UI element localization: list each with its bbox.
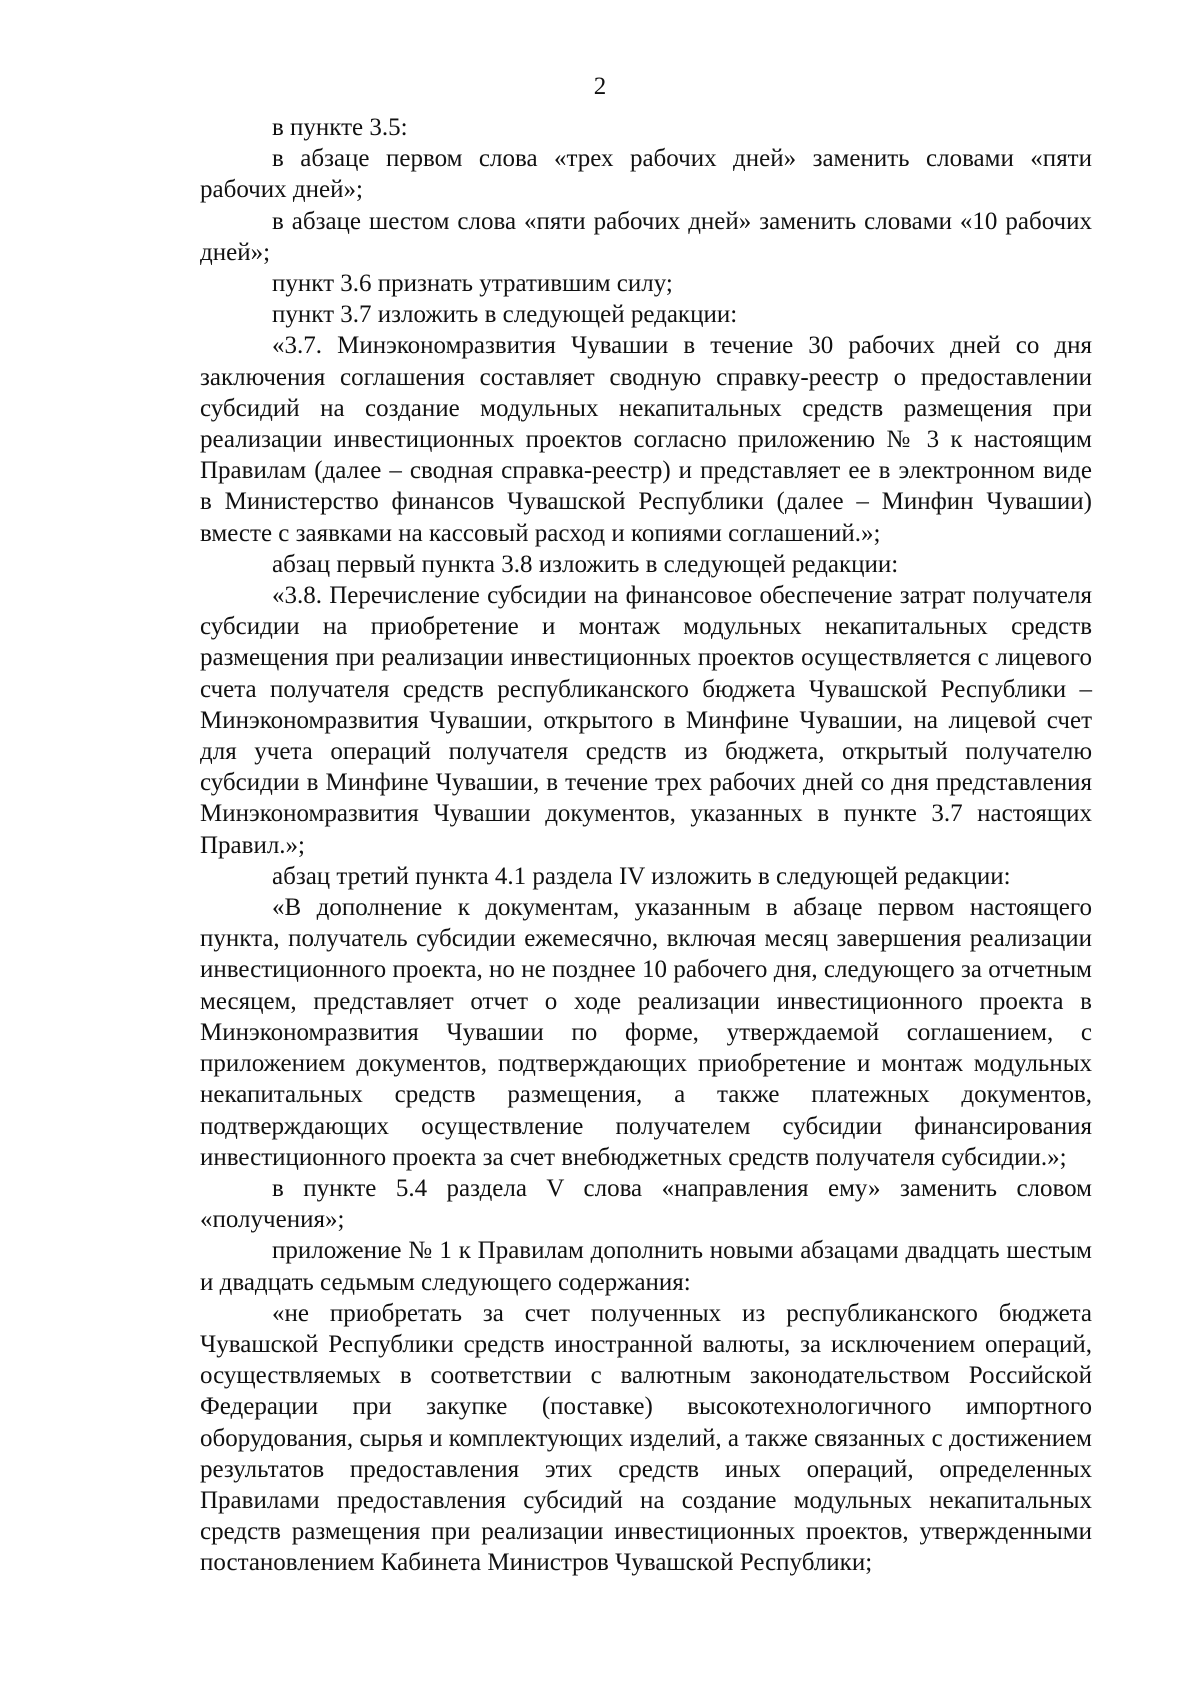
paragraph-8: «3.8. Перечисление субсидии на финансовое обеспечение затрат получателя субсидии на приобретение и монтаж модульных некапитальных средств размещения при реализации инвестиционных проектов осуществляется с лицевого счета получателя средств республиканского бюджета Чувашской Республики – Минэкономразвития Чувашии, открытого в Минфине Чувашии, на лицевой счет для учета операций получателя средств из бюджета, открытый получателю субсидии в Минфине Чувашии, в течение трех рабочих дней со дня представления Минэкономразвития Чувашии документов, указанных в пункте 3.7 настоящих Правил.»; (200, 582, 1092, 859)
paragraph-4: пункт 3.6 признать утратившим силу; (272, 270, 673, 298)
paragraph-11: в пункте 5.4 раздела V слова «направления ему» заменить словом «получения»; (200, 1174, 1092, 1234)
paragraph-10: «В дополнение к документам, указанным в абзаце первом настоящего пункта, получатель субсидии ежемесячно, включая месяц завершения реализации инвестиционного проекта, но не позднее 10 рабочего дня, следующего за отчетным месяцем, представляет отчет о ходе реализации инвестиционного проекта в Минэкономразвития Чувашии по форме, утверждаемой соглашением, с приложением документов, подтверждающих приобретение и монтаж модульных некапитальных средств размещения, а также платежных документов, подтверждающих осуществление получателем субсидии финансирования инвестиционного проекта за счет внебюджетных средств получателя субсидии.»; (200, 894, 1092, 1171)
paragraph-1: в пункте 3.5: (272, 114, 408, 141)
paragraph-9: абзац третий пункта 4.1 раздела IV изложить в следующей редакции: (272, 862, 1011, 890)
document-body (200, 112, 1092, 1579)
paragraph-2: в абзаце первом слова «трех рабочих дней» заменить словами «пяти рабочих дней»; (200, 145, 1092, 204)
paragraph-3: в абзаце шестом слова «пяти рабочих дней» заменить словами «10 рабочих дней»; (200, 207, 1092, 266)
paragraph-5: пункт 3.7 изложить в следующей редакции: (272, 301, 738, 329)
paragraph-12: приложение № 1 к Правилам дополнить новыми абзацами двадцать шестым и двадцать седьмым следующего содержания: (200, 1237, 1092, 1296)
page-number: 2 (593, 73, 607, 100)
paragraph-13: «не приобретать за счет полученных из республиканского бюджета Чувашской Республики средств иностранной валюты, за исключением операций, осуществляемых в соответствии с валютным законодательством Российской Федерации при закупке (поставке) высокотехнологичного импортного оборудования, сырья и комплектующих изделий, а также связанных с достижением результатов предоставления этих средств иных операций, определенных Правилами предоставления субсидий на создание модульных некапитальных средств размещения при реализации инвестиционных проектов, утвержденными постановлением Кабинета Министров Чувашской Республики; (200, 1299, 1092, 1577)
paragraph-7: абзац первый пункта 3.8 изложить в следующей редакции: (272, 550, 899, 578)
paragraph-6: «3.7. Минэкономразвития Чувашии в течение 30 рабочих дней со дня заключения соглашения составляет сводную справку-реестр о предоставлении субсидий на создание модульных некапитальных средств размещения при реализации инвестиционных проектов согласно приложению № 3 к настоящим Правилам (далее – сводная справка-реестр) и представляет ее в электронном виде в Министерство финансов Чувашской Республики (далее – Минфин Чувашии) вместе с заявками на кассовый расход и копиями соглашений.»; (200, 332, 1092, 547)
